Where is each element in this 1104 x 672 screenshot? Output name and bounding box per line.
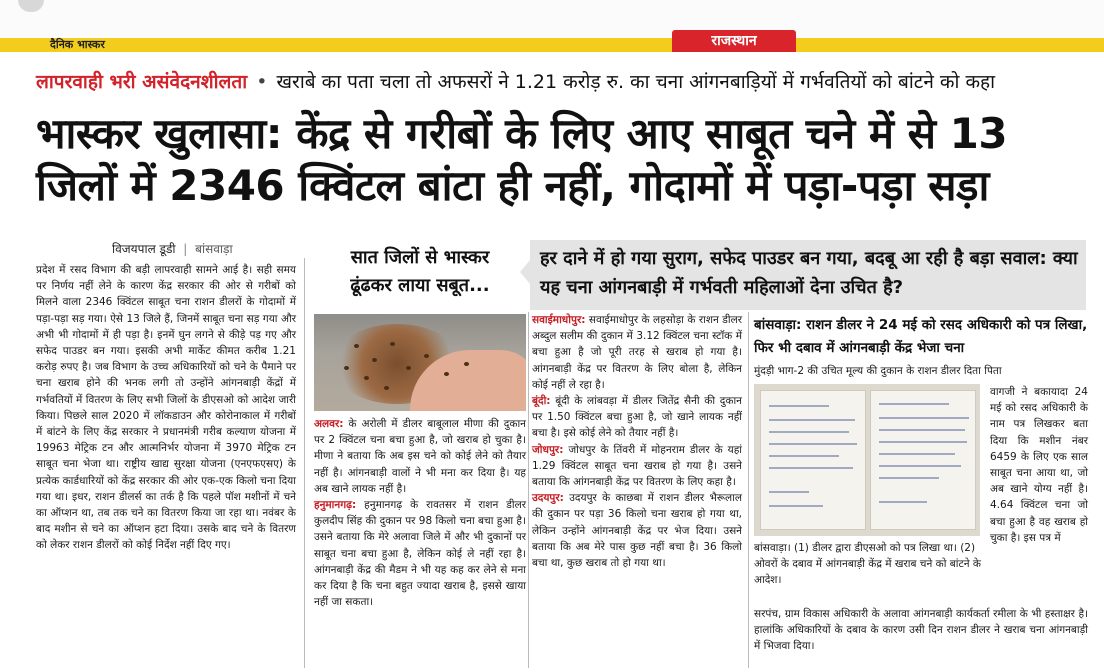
report-jodhpur (532, 442, 742, 491)
place-sawai-madhopur: सवाईमाधोपुर: (532, 314, 586, 326)
section-tag: राजस्थान (672, 30, 796, 52)
masthead-strip (0, 38, 1104, 52)
report-sawai-madhopur (532, 312, 742, 393)
report-bundi (532, 393, 742, 442)
banswara-side-text: वागजी ने बकायादा 24 मई को रसद अधिकारी के नाम पत्र लिखकर बता दिया कि मशीन नंबर 6459 के लिए एक साल साबूत चना आया था, जो अब खाने योग्य नहीं है। 4.64 क्विंटल चना जो बचा हुआ है वह खराब हो चुका है। इस पत्र में (990, 386, 1088, 544)
byline-author: विजयपाल डूडी (112, 242, 176, 256)
kicker-text: खराबे का पता चला तो अफसरों ने 1.21 करोड़ रु. का चना आंगनबाड़ियों में गर्भवतियों को बांटने को कहा (276, 71, 996, 93)
report-alwar (314, 416, 526, 497)
column-divider (748, 312, 749, 668)
letters-caption: बांसवाड़ा। (1) डीलर द्वारा डीएसओ को पत्र लिखा था। (2) ओवरों के दबाव में आंगनबाड़ी केंद्र में खराब चने को बांटने के आदेश। (754, 542, 981, 587)
question-box-headline: हर दाने में हो गया सुराग, सफेद पाउडर बन गया, बदबू आ रही है बड़ा सवाल: क्या यह चना आंगनबाड़ी में गर्भवती महिलाओं देना उचित है? (540, 248, 1078, 298)
column-divider (528, 312, 529, 668)
place-alwar: अलवर: (314, 418, 344, 430)
place-bundi: बूंदी: (532, 395, 551, 408)
place-udaipur: उदयपुर: (532, 492, 564, 505)
text-alwar: के अरोली में डीलर बाबूलाल मीणा की दुकान पर 2 क्विंटल चना बचा हुआ है, जो खराब हो चुका है। मीणा ने बताया कि अब इस चने को कोई लेने को तैयार नहीं है। आंगनबाड़ी वालों ने भी मना कर दिया है। यह अब खाने लायक नहीं है। (314, 418, 526, 495)
masthead-band (0, 0, 1104, 52)
letter-page-1 (760, 390, 866, 530)
byline (112, 240, 233, 257)
banswara-intro: मुंदड़ी भाग-2 की उचित मूल्य की दुकान के राशन डीलर दिता पिता (754, 365, 1002, 377)
avatar (18, 0, 44, 12)
banswara-subhead: बांसवाड़ा: राशन डीलर ने 24 मई को रसद अधिकारी को पत्र लिखा, फिर भी दबाव में आंगनबाड़ी केंद्र भेजा चना (754, 317, 1088, 356)
byline-place: बांसवाड़ा (195, 242, 233, 256)
text-hanumangarh: हनुमानगढ़ के रावतसर में राशन डीलर कुलदीप सिंह की दुकान पर 98 किलो चना बचा हुआ है। उसने बताया कि मेरे अलावा जिले में और भी दुकानों पर साबूत चना बचा हुआ है, लेकिन कोई ले नहीं रहा है। आंगनबाड़ी केंद्र की मैडम ने भी यह कह कर लेने से मना कर दिया है कि चना बहुत ज्यादा खराब है, इससे खाया नहीं जा सकता। (314, 499, 526, 609)
banswara-bottom-text: सरपंच, ग्राम विकास अधिकारी के अलावा आंगनबाड़ी कार्यकर्ता रमीला के भी हस्ताक्षर है। हालांकि अधिकारियों के दबाव के कारण उसी दिन राशन डीलर ने खराब चना आंगनबाड़ी में भिजवा दिया। (754, 608, 1088, 653)
middle-column-body (314, 416, 526, 610)
middle-subhead-line-1: सात जिलों से भास्कर (350, 247, 490, 268)
text-bundi: बूंदी के लांबवड़ा में डीलर जितेंद्र सैनी की दुकान पर 1.50 क्विंटल बचा हुआ है, जो खाने लायक नहीं बचा है। इसे कोई लेने को तैयार नहीं है। (532, 395, 742, 440)
text-udaipur: उदयपुर के काछबा में राशन डीलर भैरूलाल की दुकान पर पड़ा 36 किलो चना खराब हो गया था, लेकिन उन्होंने आंगनबाड़ी केंद्र पर भेज दिया। उसने बताया कि अब मेरे पास कुछ नहीं बचा है। 36 किलो बचा था, कुछ खराब तो हो गया था। (532, 492, 742, 570)
question-box (530, 240, 1086, 310)
kicker-line (36, 68, 1086, 96)
letter-page-2 (870, 390, 976, 530)
rotten-gram-photo (314, 314, 526, 411)
main-headline: भास्कर खुलासा: केंद्र से गरीबों के लिए आए साबूत चने में से 13 जिलों में 2346 क्विंटल बांटा ही नहीं, गोदामों में पड़ा-पड़ा सड़ा (36, 109, 1008, 210)
letters-photo (754, 384, 980, 536)
masthead-brand: दैनिक भास्कर (50, 38, 105, 51)
place-hanumangarh: हनुमानगढ़: (314, 499, 357, 512)
place-jodhpur: जोधपुर: (532, 443, 564, 456)
byline-separator: | (183, 242, 188, 256)
middle-subhead (312, 244, 528, 310)
report-hanumangarh (314, 497, 526, 610)
kicker-label: लापरवाही भरी असंवेदनशीलता (36, 71, 248, 93)
left-column-body: प्रदेश में रसद विभाग की बड़ी लापरवाही सामने आई है। सही समय पर निर्णय नहीं लेने के कारण केंद्र सरकार की ओर से गरीबों को मिलने वाला 2346 क्विंटल साबूत चना राशन डीलरों के गोदामों में पड़ा-पड़ा सड़ गया। ऐसे 13 जिले हैं, जिनमें साबूत चना सड़ गया और अभी भी गोदामों में ही पड़ा है। इनमें घुन लगने से कीड़े पड़ गए और सफेद पाउडर बन गया। इसकी अभी मार्केट कीमत करीब 1.21 करोड़ रुपए है। जब विभाग के उच्च अधिकारियों को चने के पैमाने पर चना खराब होने की भनक लगी तो उन्होंने आंगनबाड़ी केंद्रों में गर्भवतियों में वितरण के लिए सभी जिलों के डीएसओ को आदेश जारी किया। पिछले साल 2020 में लॉकडाउन और कोरोनाकाल में गरीबों में बांटने के लिए केंद्र सरकार ने प्रधानमंत्री गरीब कल्याण योजना में 19963 मेट्रिक टन और आत्मनिर्भर योजना में 3970 मेट्रिक टन साबूत चना भेजा था। राष्ट्रीय खाद्य सुरक्षा योजना (एनएफएसए) के प्रत्येक कार्डधारियों को केंद्र सरकार की ओर एक-एक किलो चना दिया गया था। इधर, राशन डीलर्स का तर्क है कि पहले पॉश मशीनों में चने का ऑप्शन था, तब तक चने का वितरण किया जा रहा था। नवंबर के बाद मशीन से चने का ऑप्शन हटा दिया। उसके बाद चने के वितरण को लेकर राशन डीलरों को कोई निर्देश नहीं दिए गए। (36, 264, 296, 552)
center-column-body (532, 312, 742, 571)
text-jodhpur: जोधपुर के तिंवरी में मोहनराम डीलर के यहां 1.29 क्विंटल साबूत चना खराब हो गया है। उसने बताया कि आंगनबाड़ी केंद्र पर वितरण के लिए कहा है। (532, 443, 742, 489)
middle-subhead-line-2: ढूंढकर लाया सबूत... (350, 275, 490, 296)
kicker-bullet: • (256, 71, 268, 93)
report-udaipur (532, 490, 742, 571)
text-sawai-madhopur: सवाईमाधोपुर के लहसोड़ा के राशन डीलर अब्दुल सलीम की दुकान में 3.12 क्विंटल चना स्टॉक में बचा हुआ है जो पूरी तरह से खराब हो गया है। आंगनबाड़ी केंद्र पर वितरण के लिए बोला है, लेकिन कोई नहीं ले रहा है। (532, 314, 742, 391)
column-divider (304, 258, 305, 668)
